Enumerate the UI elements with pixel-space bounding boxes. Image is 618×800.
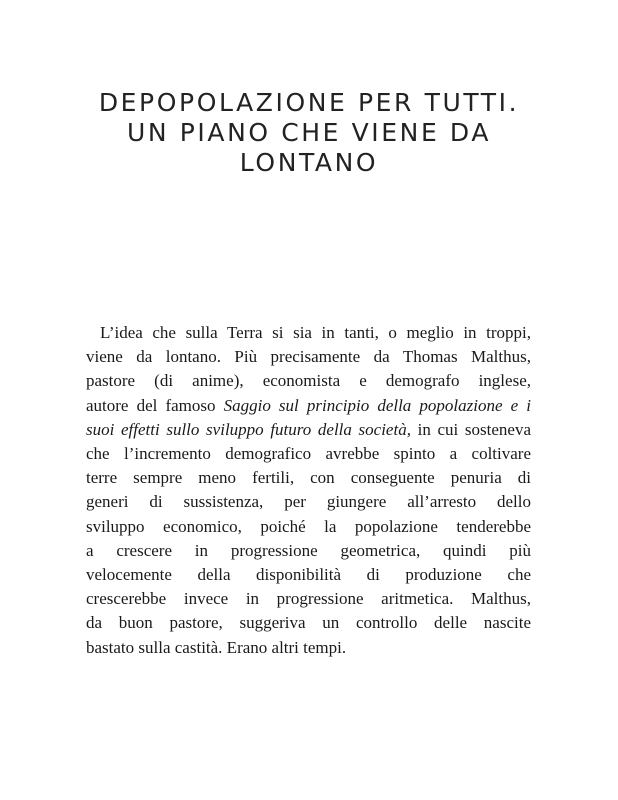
paragraph-line	[86, 394, 531, 418]
paragraph-text: a crescere in progressione geometrica, quindi più	[86, 540, 531, 560]
paragraph-text: in cui sosteneva	[410, 419, 531, 439]
book-title-italic: Saggio sul principio della popolazione e i	[223, 395, 531, 415]
paragraph-line	[86, 321, 531, 345]
body-paragraph	[86, 321, 531, 660]
chapter-title-line: LONTANO	[239, 148, 379, 177]
paragraph-line	[86, 490, 531, 514]
paragraph-text: da buon pastore, suggeriva un controllo delle nascite	[86, 613, 531, 633]
paragraph-text: che l’incremento demografico avrebbe spinto a coltivare	[86, 444, 531, 464]
paragraph-line	[86, 515, 531, 539]
paragraph-line	[86, 539, 531, 563]
paragraph-text: L’idea che sulla Terra si sia in tanti, o meglio in troppi,	[100, 323, 531, 342]
paragraph-line	[86, 369, 531, 393]
paragraph-line	[86, 611, 531, 635]
paragraph-line	[86, 563, 531, 587]
paragraph-text: terre sempre meno fertili, con conseguente penuria di	[86, 468, 531, 488]
paragraph-line	[86, 636, 531, 660]
paragraph-text: viene da lontano. Più precisamente da Thomas Malthus,	[86, 347, 531, 367]
paragraph-text: velocemente della disponibilità di produzione che	[86, 565, 531, 585]
paragraph-line	[86, 587, 531, 611]
paragraph-line	[86, 418, 531, 442]
paragraph-text: autore del famoso	[86, 395, 224, 415]
paragraph-line	[86, 345, 531, 369]
chapter-title	[60, 88, 558, 178]
paragraph-text: sviluppo economico, poiché la popolazione tenderebbe	[86, 516, 531, 536]
paragraph-line	[86, 442, 531, 466]
paragraph-text: crescerebbe invece in progressione aritmetica. Malthus,	[86, 589, 531, 609]
chapter-title-line: UN PIANO CHE VIENE DA	[126, 118, 492, 147]
chapter-title-line: DEPOPOLAZIONE PER TUTTI.	[98, 88, 520, 117]
paragraph-text: generi di sussistenza, per giungere all’arresto dello	[86, 492, 531, 512]
book-title-italic: suoi effetti sullo sviluppo futuro della società,	[86, 419, 411, 439]
paragraph-text: pastore (di anime), economista e demografo inglese,	[86, 371, 531, 391]
paragraph-text: bastato sulla castità. Erano altri tempi.	[86, 637, 347, 657]
paragraph-line	[86, 466, 531, 490]
